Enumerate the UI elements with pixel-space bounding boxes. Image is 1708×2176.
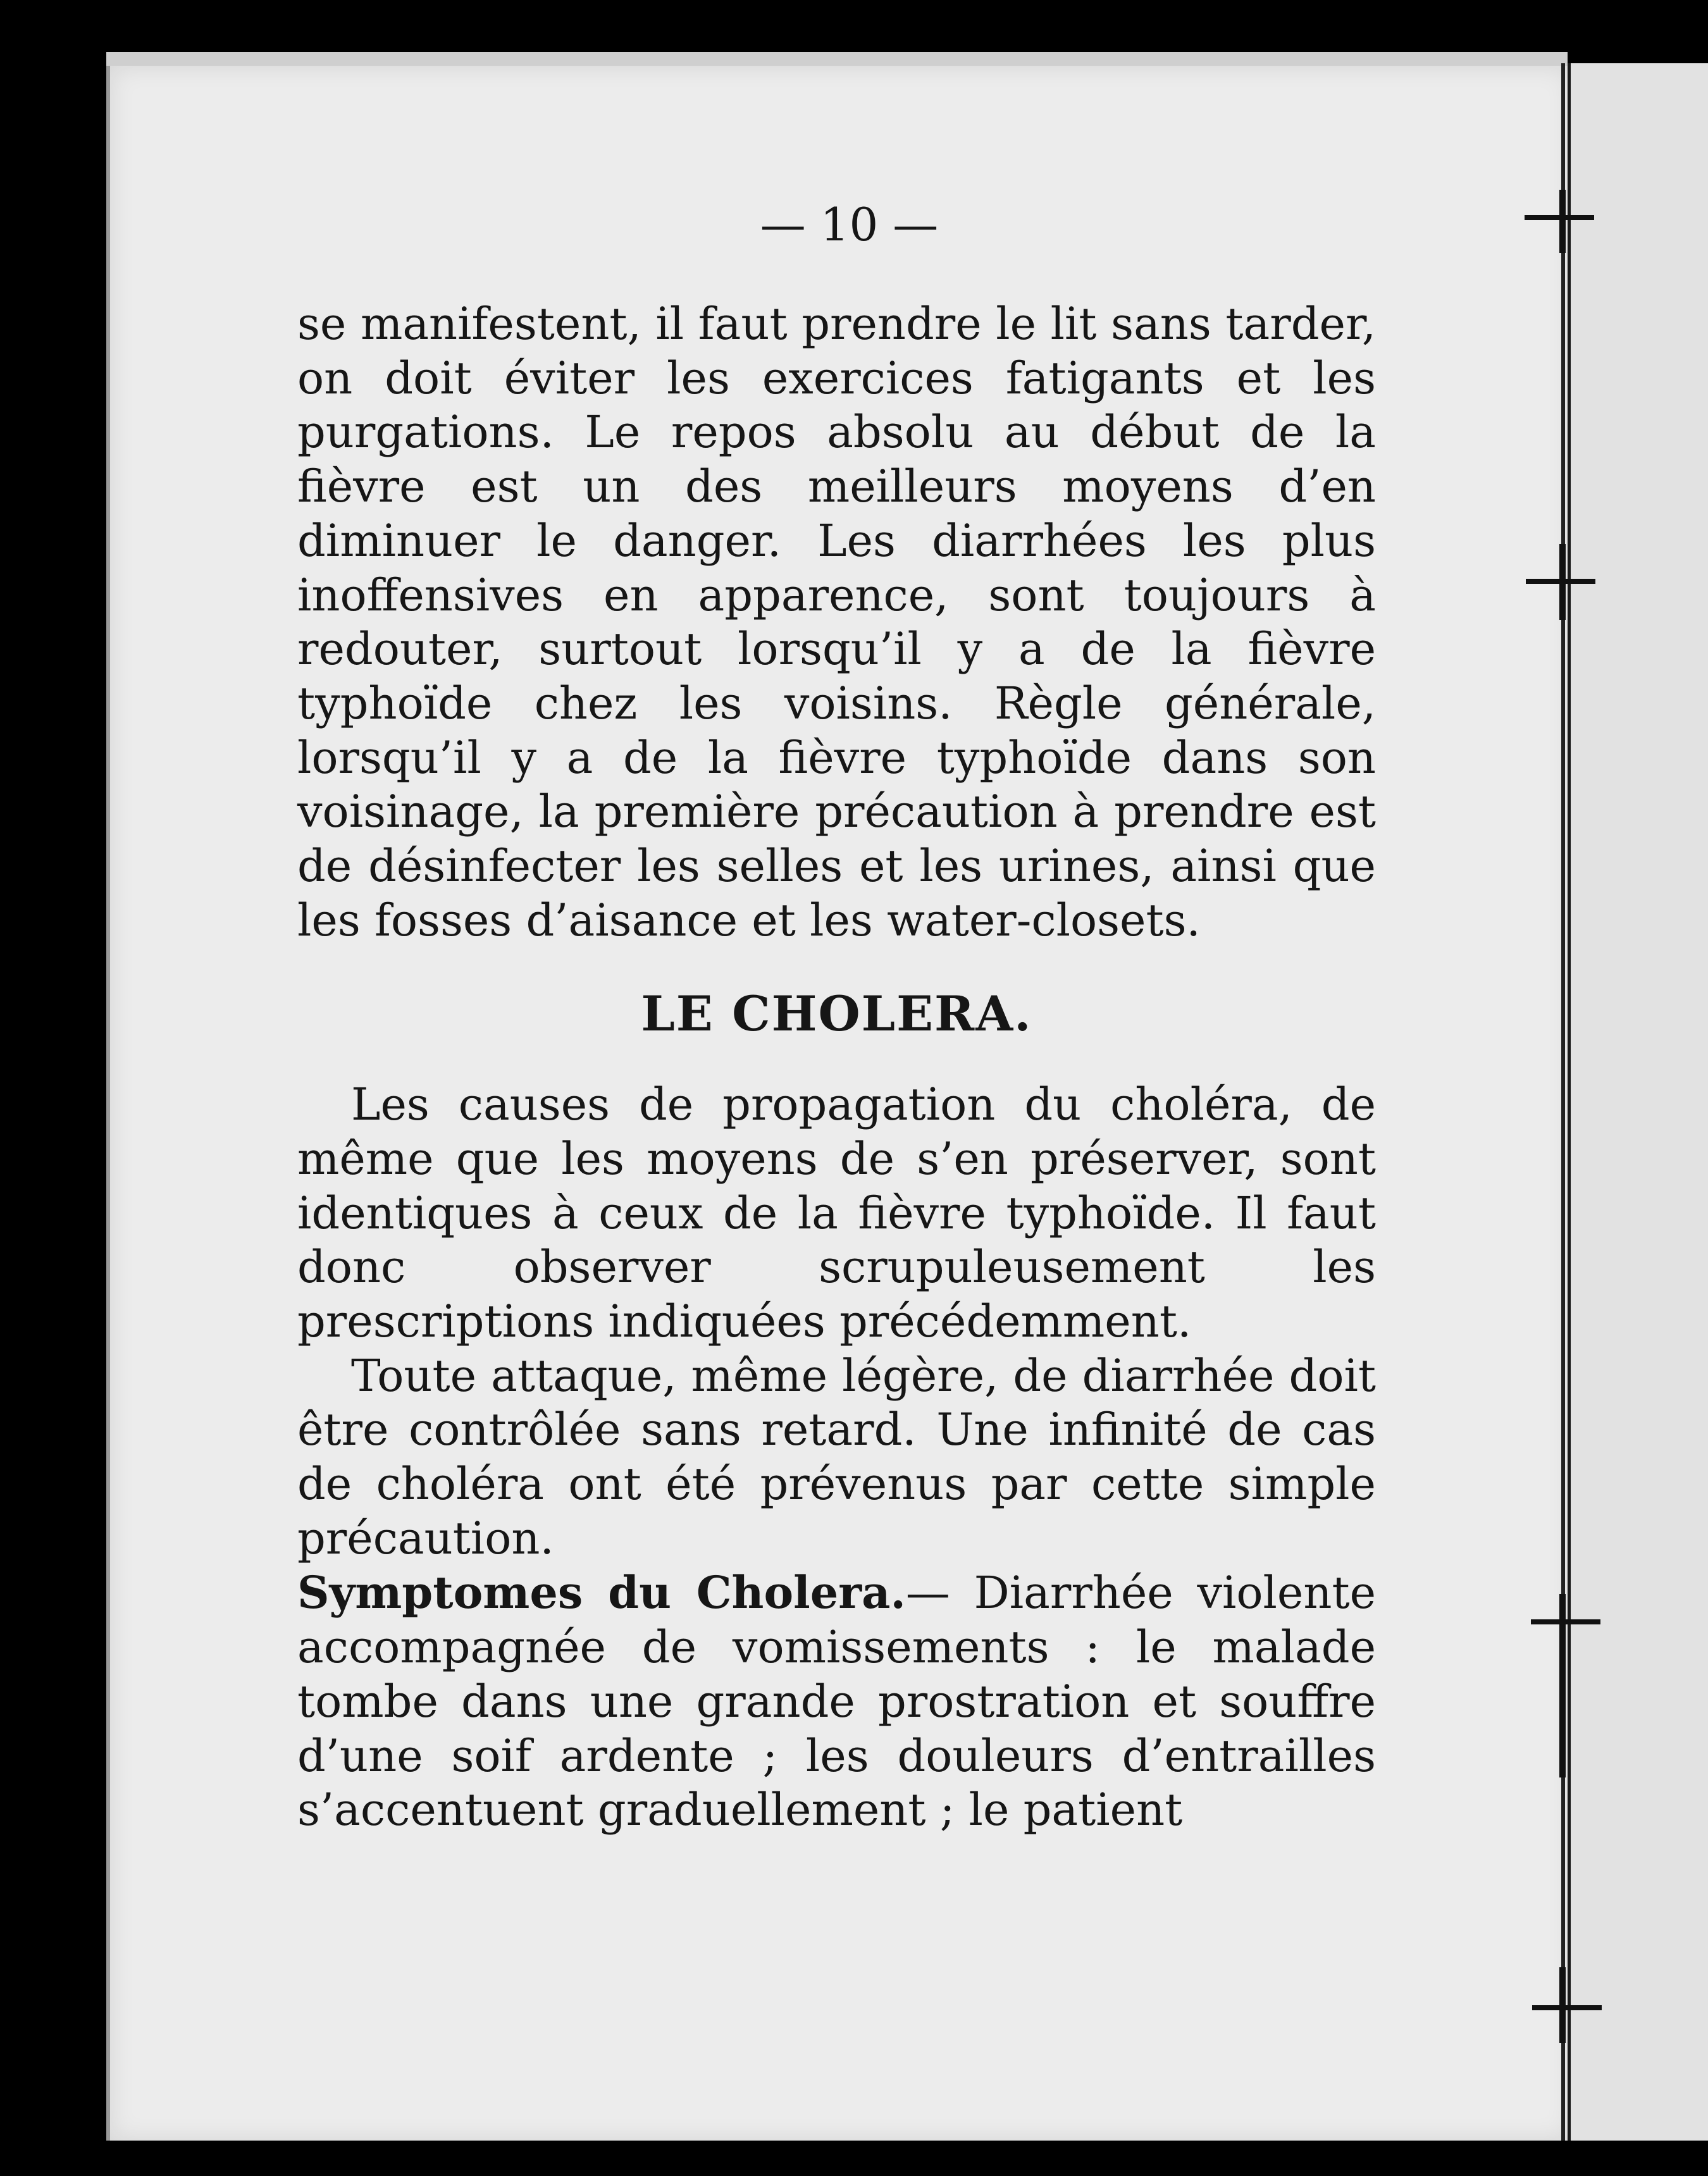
binding-thread-bottom (1532, 2005, 1602, 2010)
symptoms-text: — Diarrhée violente accompagnée de vomissements : le malade tombe dans une grande prostration et souffre d’une soif ardente ; les douleurs d’entrailles s’accentuent graduellement ; le patient (297, 1567, 1376, 1836)
paragraph-attaque-diarrhee: Toute attaque, même légère, de diarrhée doit être contrôlée sans retard. Une infinité de cas de choléra ont été prévenus par cette simple précaution. (297, 1349, 1376, 1564)
page-number: — 10 — (760, 198, 939, 251)
paragraph-symptomes (297, 1566, 1376, 1838)
section-heading-cholera: LE CHOLERA. (641, 986, 1032, 1042)
page-text-block (297, 190, 1376, 1838)
binding-stitch-lower-middle (1559, 1594, 1566, 1777)
page-top-edge (106, 52, 1568, 66)
binding-stitch-upper-middle (1559, 544, 1566, 620)
adjacent-page-edge (1568, 63, 1708, 2141)
symptoms-label: Symptomes du Cholera. (297, 1566, 906, 1619)
paragraph-fievre-typhoide: se manifestent, il faut prendre le lit sans tarder, on doit éviter les exercices fatigants et les purgations. Le repos absolu au début de la fièvre est un des meilleurs moyens d’en diminuer le danger. Les diarrhées les plus inoffensives en apparence, sont toujours à redouter, surtout lorsqu’il y a de la fièvre typhoïde chez les voisins. Règle générale, lorsqu’il y a de la fièvre typhoïde dans son voisinage, la première précaution à prendre est de désinfecter les selles et les urines, ainsi que les fosses d’aisance et les water-closets. (297, 298, 1376, 946)
book-spine (1561, 63, 1565, 2141)
binding-stitch-bottom (1559, 1967, 1566, 2043)
paragraph-causes-cholera: Les causes de propagation du choléra, de même que les moyens de s’en préserver, sont identiques à ceux de la fièvre typhoïde. Il faut donc observer scrupuleusement les prescriptions indiquées précédemment. (297, 1079, 1376, 1347)
binding-thread-lower-middle (1531, 1619, 1600, 1624)
binding-stitch-top (1559, 190, 1566, 253)
